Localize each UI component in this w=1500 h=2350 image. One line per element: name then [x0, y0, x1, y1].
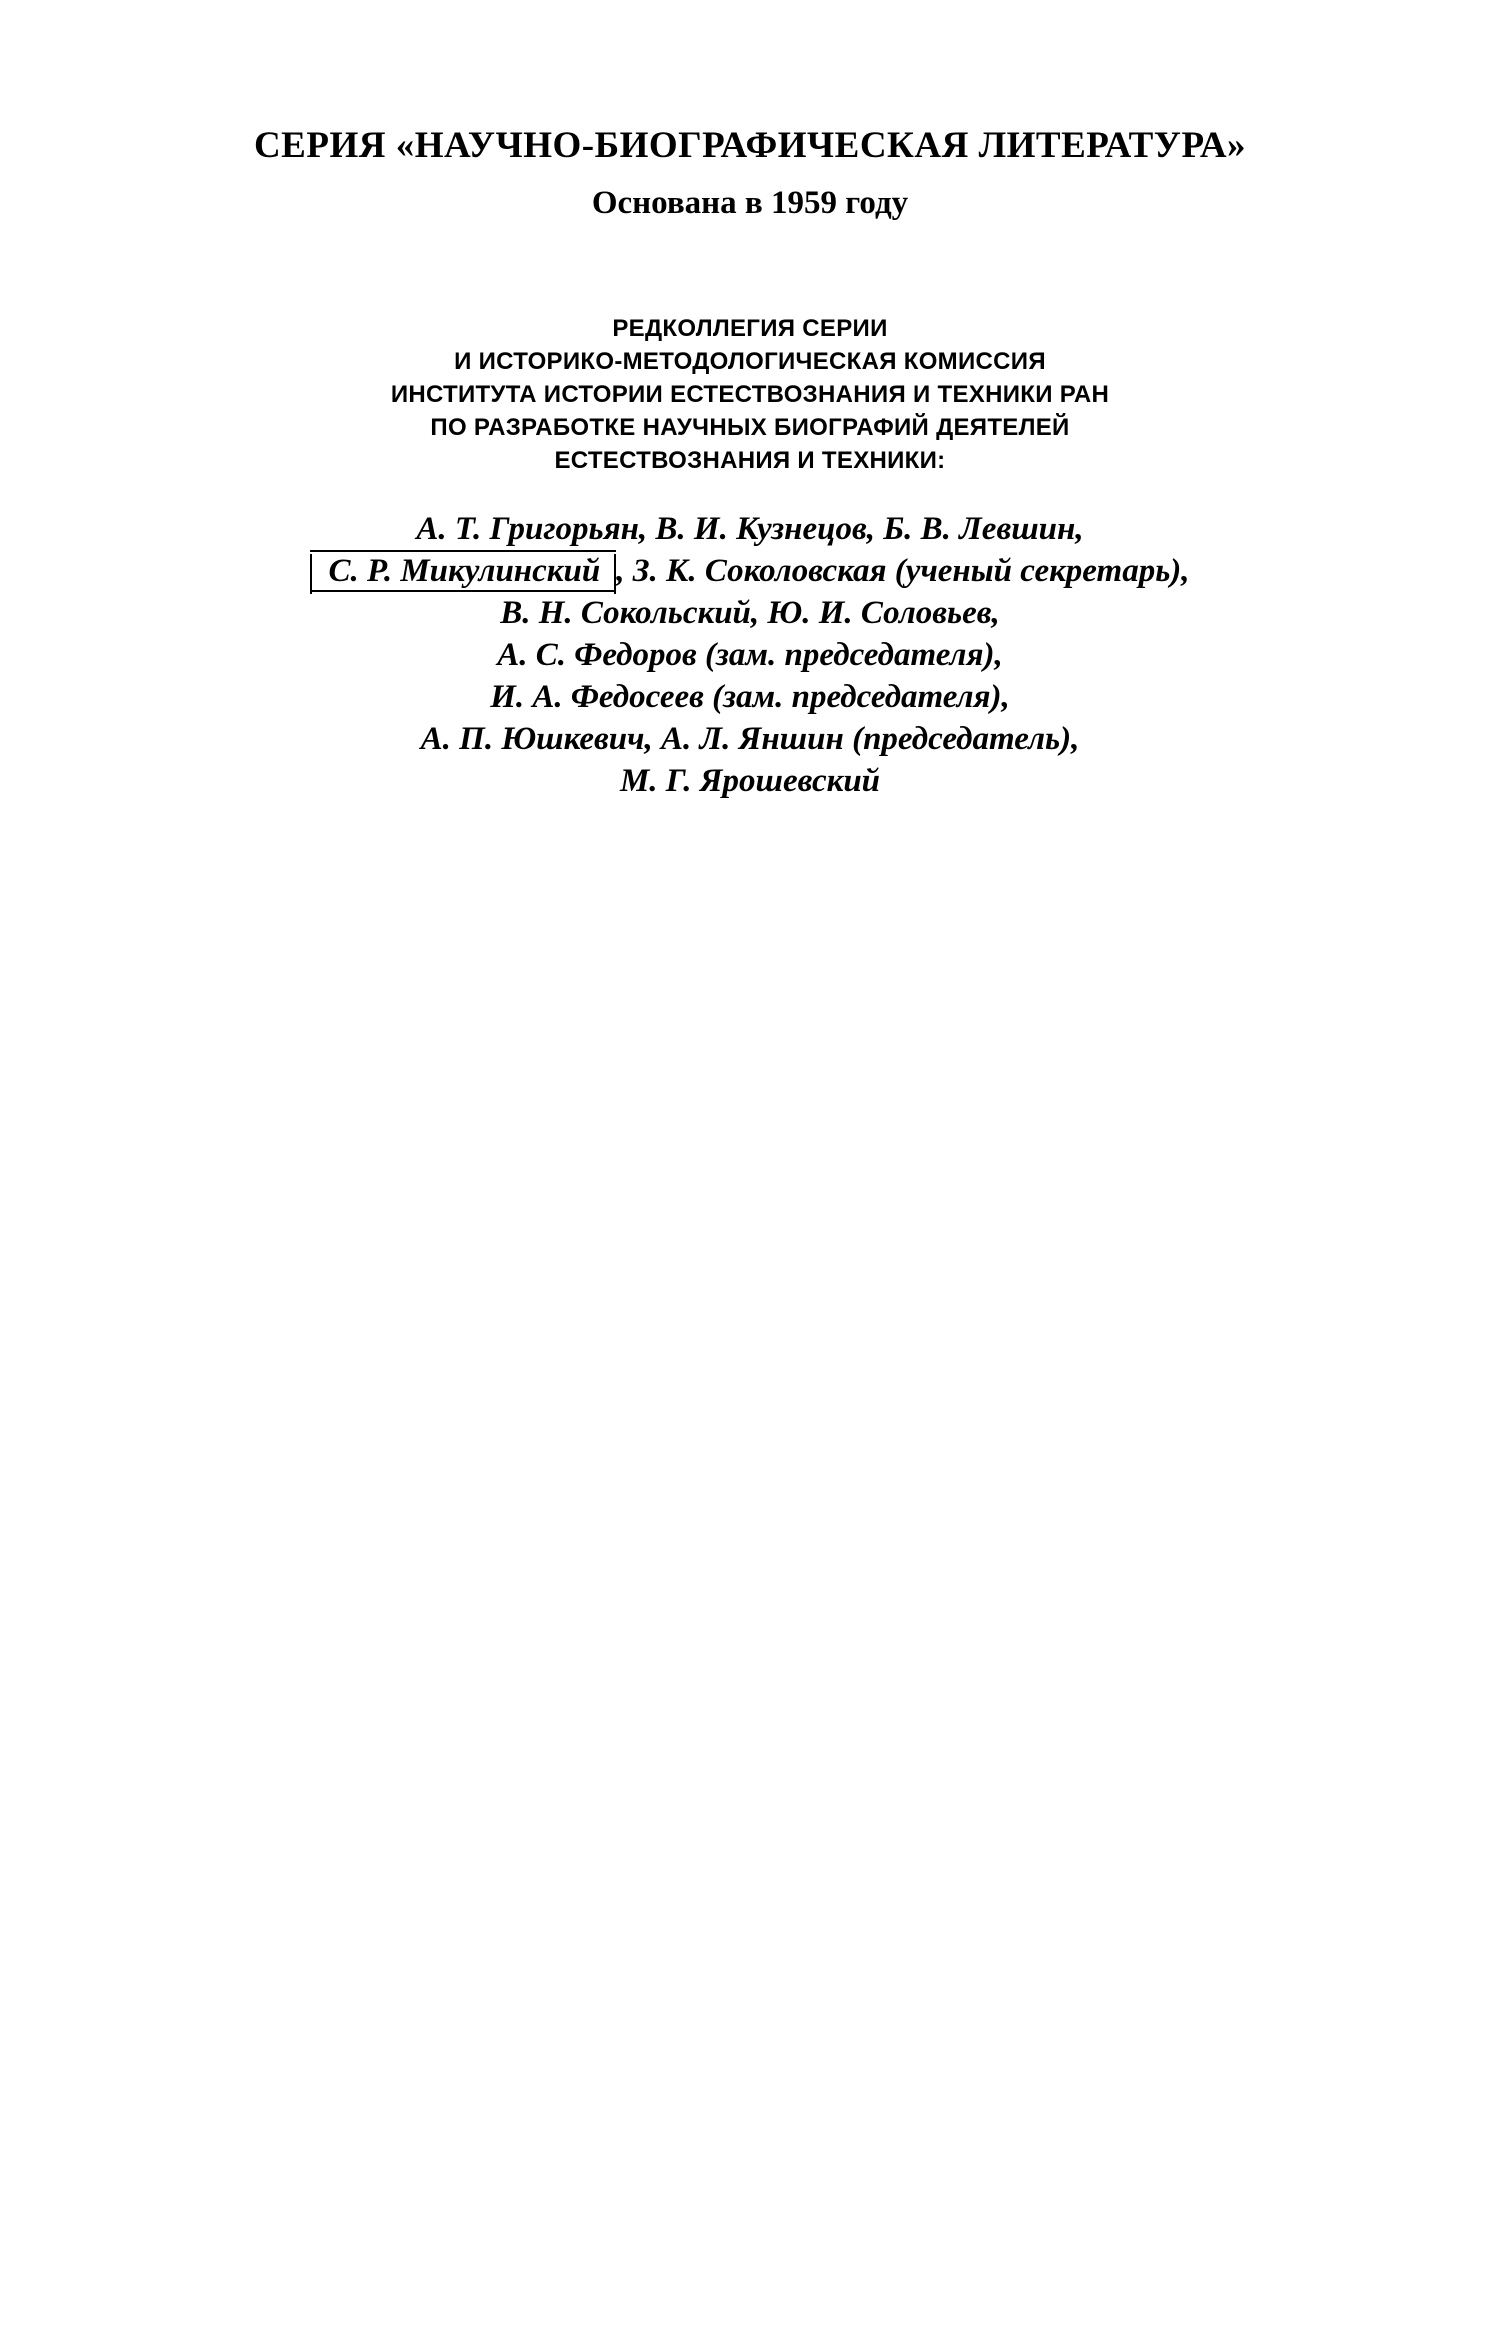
member-line-with-memorial-box	[0, 550, 1500, 592]
member-line: А. П. Юшкевич, А. Л. Яншин (председатель),	[420, 721, 1080, 757]
member-line: В. Н. Сокольский, Ю. И. Соловьев,	[500, 595, 1000, 631]
editorial-board-heading	[0, 312, 1500, 477]
editorial-line: ПО РАЗРАБОТКЕ НАУЧНЫХ БИОГРАФИЙ ДЕЯТЕЛЕЙ	[430, 414, 1070, 441]
member-line-rest: , З. К. Соколовская (ученый секретарь),	[616, 553, 1190, 589]
member-line: И. А. Федосеев (зам. председателя),	[490, 679, 1010, 715]
member-line: А. Т. Григорьян, В. И. Кузнецов, Б. В. Левшин,	[416, 511, 1084, 547]
editorial-line: РЕДКОЛЛЕГИЯ СЕРИИ	[612, 315, 888, 342]
member-line: А. С. Федоров (зам. председателя),	[497, 637, 1003, 673]
editorial-line: И ИСТОРИКО-МЕТОДОЛОГИЧЕСКАЯ КОМИССИЯ	[454, 348, 1046, 375]
board-members-list	[0, 508, 1500, 802]
memorial-box-name: С. Р. Микулинский	[310, 550, 616, 592]
editorial-line: ИНСТИТУТА ИСТОРИИ ЕСТЕСТВОЗНАНИЯ И ТЕХНИКИ РАН	[390, 381, 1110, 408]
series-title: СЕРИЯ «НАУЧНО-БИОГРАФИЧЕСКАЯ ЛИТЕРАТУРА»	[253, 125, 1247, 166]
member-line: М. Г. Ярошевский	[619, 763, 881, 799]
editorial-line: ЕСТЕСТВОЗНАНИЯ И ТЕХНИКИ:	[554, 447, 946, 474]
founded-year-line: Основана в 1959 году	[591, 185, 909, 221]
